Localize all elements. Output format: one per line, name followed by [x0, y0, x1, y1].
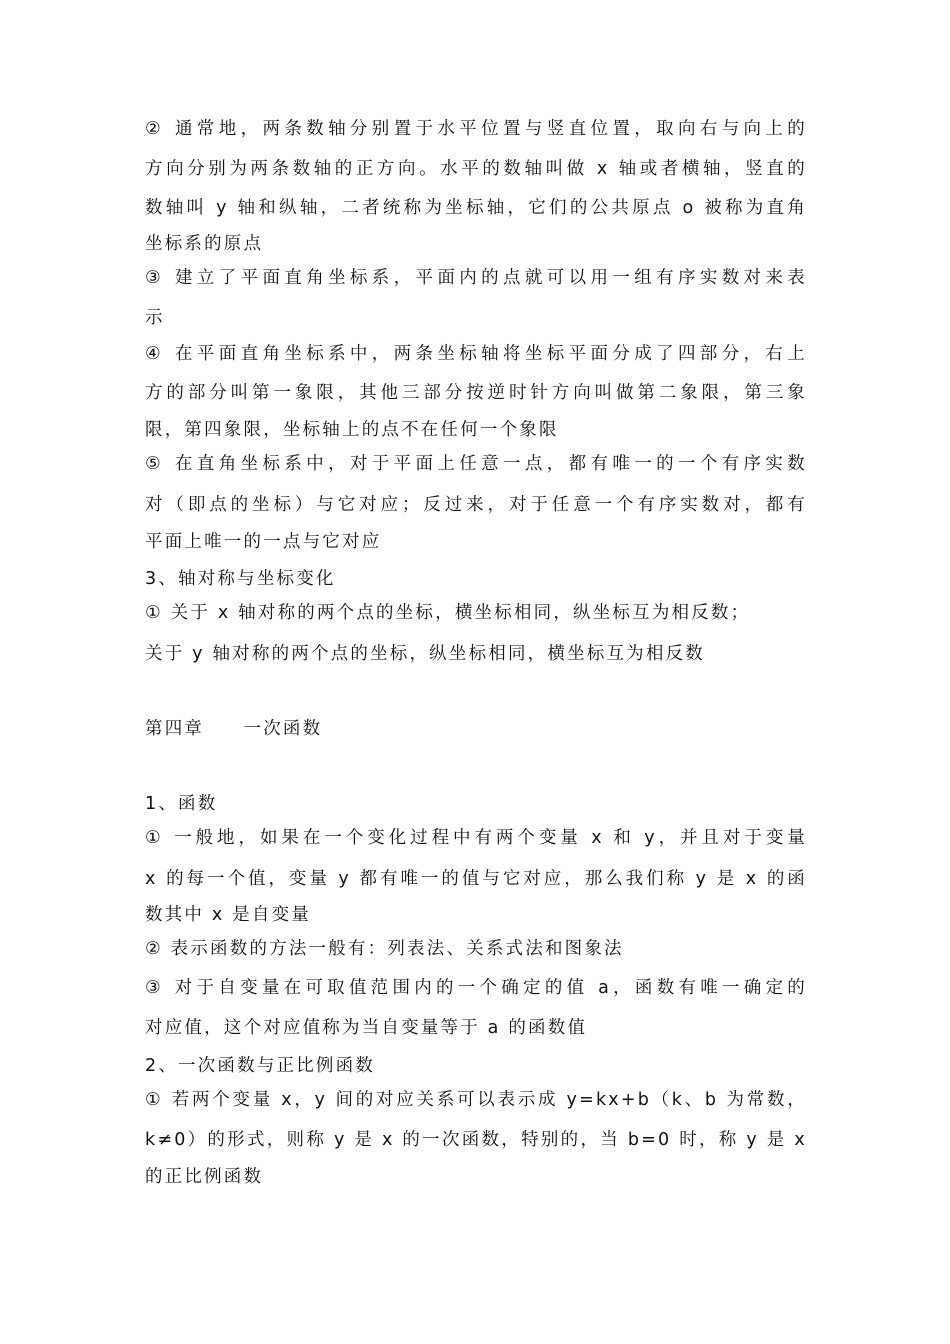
text-line: ① 若两个变量 x，y 间的对应关系可以表示成 y=kx+b（k、b 为常数， — [145, 1090, 807, 1110]
text-line: 的正比例函数 — [145, 1167, 264, 1187]
text-line: 方的部分叫第一象限，其他三部分按逆时针方向叫做第二象限，第三象 — [145, 383, 807, 403]
text-line: x 的每一个值，变量 y 都有唯一的值与它对应，那么我们称 y 是 x 的函 — [145, 869, 807, 889]
text-line: ④ 在平面直角坐标系中，两条坐标轴将坐标平面分成了四部分，右上 — [145, 344, 807, 364]
text-line: 方向分别为两条数轴的正方向。水平的数轴叫做 x 轴或者横轴，竖直的 — [145, 159, 807, 179]
text-line: ③ 对于自变量在可取值范围内的一个确定的值 a，函数有唯一确定的 — [145, 978, 807, 998]
section-heading: 2、一次函数与正比例函数 — [145, 1056, 376, 1076]
chapter-title: 第四章 一次函数 — [145, 719, 323, 739]
text-line: ① 一般地，如果在一个变化过程中有两个变量 x 和 y，并且对于变量 — [145, 828, 807, 848]
section-heading: 1、函数 — [145, 794, 218, 814]
text-line: 平面上唯一的一点与它对应 — [145, 532, 382, 552]
text-line: 对应值，这个对应值称为当自变量等于 a 的函数值 — [145, 1018, 588, 1038]
text-line: ① 关于 x 轴对称的两个点的坐标，横坐标相同，纵坐标互为相反数； — [145, 603, 751, 623]
section-heading: 3、轴对称与坐标变化 — [145, 569, 336, 589]
text-line: 坐标系的原点 — [145, 234, 264, 254]
text-line: k≠0）的形式，则称 y 是 x 的一次函数，特别的，当 b=0 时，称 y 是 x — [145, 1130, 807, 1150]
text-line: ⑤ 在直角坐标系中，对于平面上任意一点，都有唯一的一个有序实数 — [145, 454, 807, 474]
text-line: 限，第四象限，坐标轴上的点不在任何一个象限 — [145, 420, 559, 440]
text-line: 对（即点的坐标）与它对应；反过来，对于任意一个有序实数对，都有 — [145, 495, 807, 515]
text-line: 示 — [145, 308, 165, 328]
text-line: ② 表示函数的方法一般有：列表法、关系式法和图象法 — [145, 939, 624, 959]
text-line: 关于 y 轴对称的两个点的坐标，纵坐标相同，横坐标互为相反数 — [145, 644, 705, 664]
text-line: 数轴叫 y 轴和纵轴，二者统称为坐标轴，它们的公共原点 o 被称为直角 — [145, 198, 807, 218]
text-line: ② 通常地，两条数轴分别置于水平位置与竖直位置，取向右与向上的 — [145, 119, 807, 139]
text-line: ③ 建立了平面直角坐标系，平面内的点就可以用一组有序实数对来表 — [145, 268, 807, 288]
text-line: 数其中 x 是自变量 — [145, 905, 311, 925]
